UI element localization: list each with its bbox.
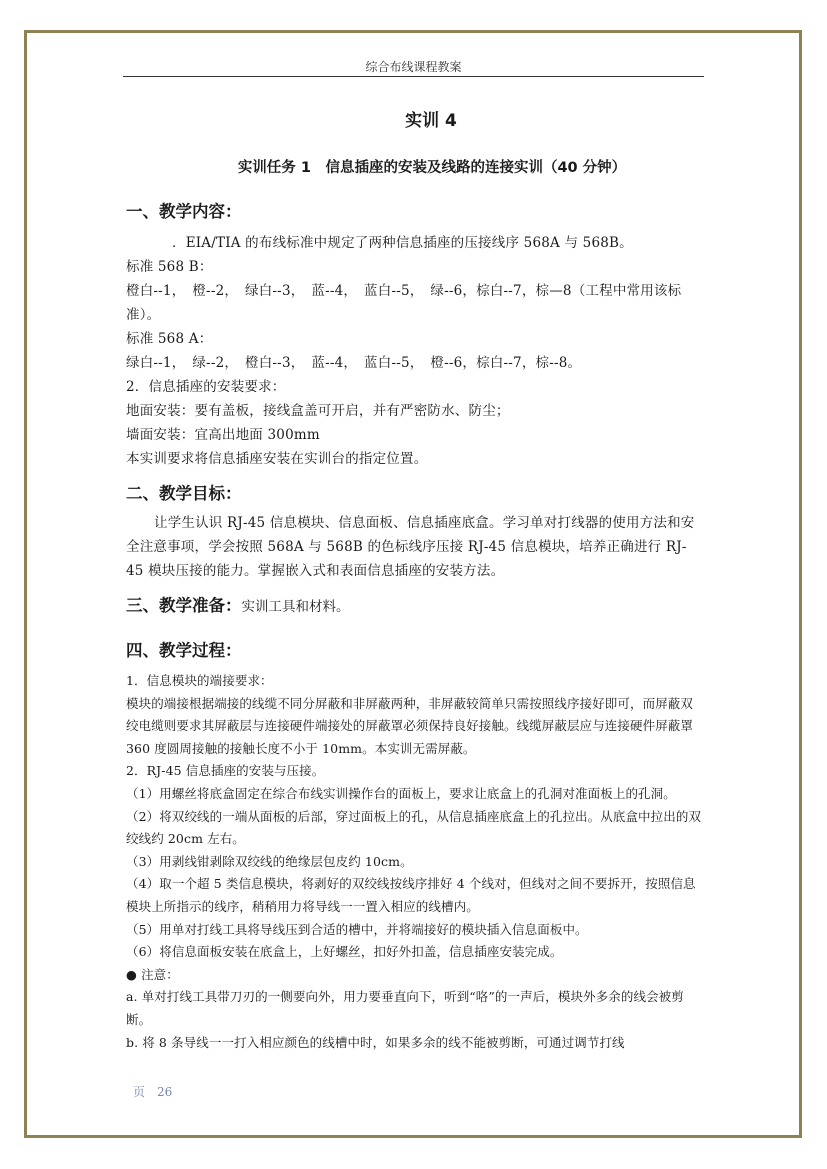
paragraph: （5）用单对打线工具将导线压到合适的槽中，并将端接好的模块插入信息面板中。 bbox=[126, 921, 588, 937]
document-body bbox=[126, 108, 702, 1054]
paragraph: 地面安装：要有盖板，接线盒盖可开启，并有严密防水、防尘； bbox=[126, 403, 510, 419]
paragraph: 模块的端接根据端接的线缆不同分屏蔽和非屏蔽两种，非屏蔽较简单只需按照线序接好即可，而屏蔽双绞电缆则要求其屏蔽层与连接硬件端接处的屏蔽罩必须保持良好接触。线缆屏蔽层应与连接硬件屏蔽罩 360 度圆周接触的接触长度不小于 10mm。本实训无需屏蔽。 bbox=[126, 695, 694, 756]
paragraph: （2）将双绞线的一端从面板的后部，穿过面板上的孔，从信息插座底盒上的孔拉出。从底盒中拉出的双绞线约 20cm 左右。 bbox=[126, 808, 702, 847]
paragraph: 墙面安装：宜高出地面 300mm bbox=[126, 427, 320, 443]
paragraph: 让学生认识 RJ-45 信息模块、信息面板、信息插座底盒。学习单对打线器的使用方法和安全注意事项，学会按照 568A 与 568B 的色标线序压接 RJ-45 信息模块，培养正确进行 RJ-45 模块压接的能力。掌握嵌入式和表面信息插座的安装方法。 bbox=[126, 515, 695, 579]
paragraph: a. 单对打线工具带刀刃的一侧要向外，用力要垂直向下，听到“咯”的一声后，模块外多余的线会被剪断。 bbox=[126, 989, 684, 1027]
paragraph: 橙白--1， 橙--2， 绿白--3， 蓝--4， 蓝白--5， 绿--6，棕白--7，棕—8（工程中常用该标准）。 bbox=[126, 283, 682, 323]
paragraph: （6）将信息面板安装在底盒上，上好螺丝，扣好外扣盖，信息插座安装完成。 bbox=[126, 944, 563, 960]
paragraph: 本实训要求将信息插座安装在实训台的指定位置。 bbox=[126, 451, 428, 467]
page-number: 页 26 bbox=[133, 1085, 173, 1099]
paragraph: b. 将 8 条导线一一打入相应颜色的线槽中时，如果多余的线不能被剪断，可通过调节打线 bbox=[126, 1034, 625, 1050]
paragraph: 1．信息模块的端接要求： bbox=[126, 673, 273, 688]
paragraph: （4）取一个超 5 类信息模块，将剥好的双绞线按线序排好 4 个线对，但线对之间不要拆开，按照信息模块上所指示的线序，稍稍用力将导线一一置入相应的线槽内。 bbox=[126, 876, 696, 914]
paragraph: ．EIA/TIA 的布线标准中规定了两种信息插座的压接线序 568A 与 568B。 bbox=[172, 235, 633, 251]
paragraph: 2．RJ-45 信息插座的安装与压接。 bbox=[126, 763, 325, 779]
note-heading: ● 注意： bbox=[126, 966, 179, 982]
paragraph: 绿白--1， 绿--2， 橙白--3， 蓝--4， 蓝白--5， 橙--6，棕白--7，棕--8。 bbox=[126, 355, 582, 371]
section-heading-content: 一、教学内容： bbox=[126, 202, 242, 221]
running-header: 综合布线课程教案 bbox=[365, 60, 462, 74]
paragraph: 标准 568 B： bbox=[126, 259, 213, 275]
section-heading-process: 四、教学过程： bbox=[126, 641, 242, 660]
header-rule bbox=[123, 76, 704, 77]
paragraph: （3）用剥线钳剥除双绞线的绝缘层包皮约 10cm。 bbox=[126, 853, 413, 869]
paragraph: （1）用螺丝将底盒固定在综合布线实训操作台的面板上，要求让底盒上的孔洞对准面板上的孔洞。 bbox=[126, 785, 676, 801]
task-title: 实训任务 1 信息插座的安装及线路的连接实训（40 分钟） bbox=[237, 160, 627, 176]
paragraph: 2．信息插座的安装要求： bbox=[126, 379, 286, 395]
section-heading-objectives: 二、教学目标： bbox=[126, 484, 242, 503]
section-heading-note: 实训工具和材料。 bbox=[241, 599, 350, 615]
paragraph: 标准 568 A： bbox=[126, 331, 213, 347]
section-heading-label: 三、教学准备： bbox=[126, 596, 242, 615]
page-title: 实训 4 bbox=[405, 111, 457, 131]
section-heading-preparation bbox=[126, 593, 702, 620]
